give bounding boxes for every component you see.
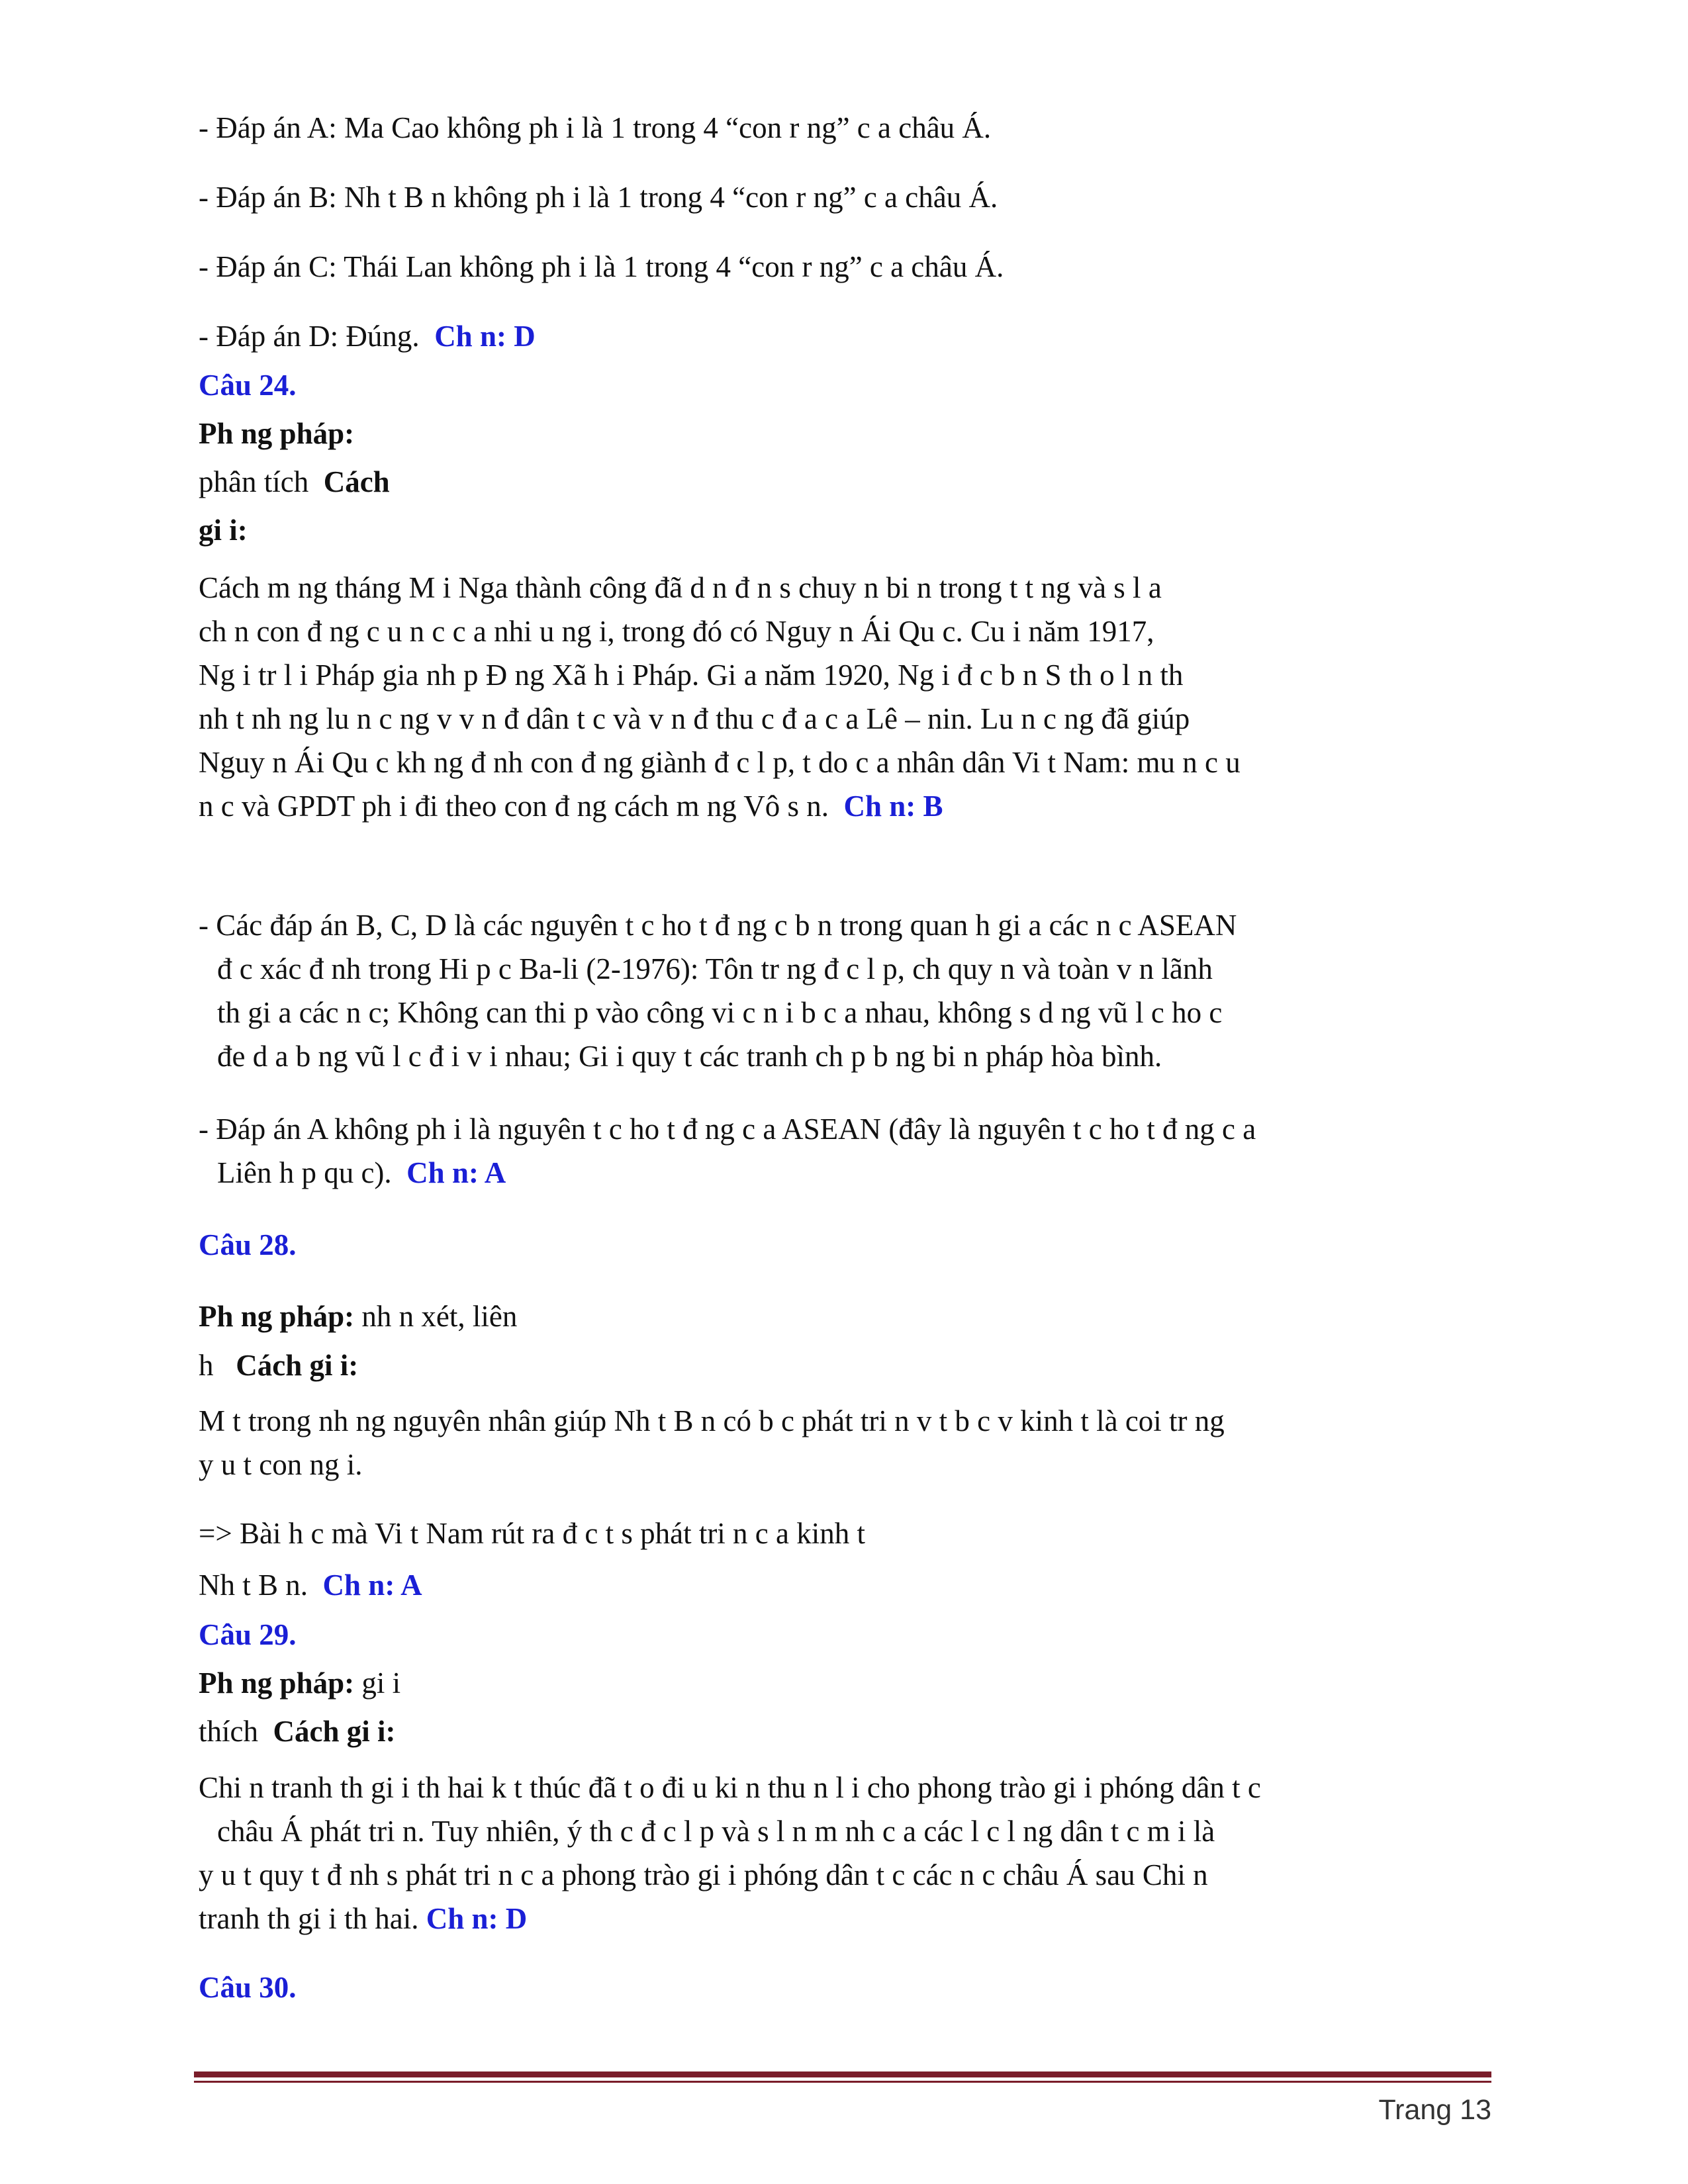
q24-line-5: Nguy n Ái Qu c kh ng đ nh con đ ng giành đ c l p, t do c a nhân dân Vi t Nam: mu n c u [199,746,1241,779]
q28-conclusion-line-2 [199,1563,1489,1607]
asean-line-1: - Các đáp án B, C, D là các nguyên t c ho t đ ng c b n trong quan h gi a các n c ASEAN [199,909,1237,942]
q28-line-1: M t trong nh ng nguyên nhân giúp Nh t B n có b c phát tri n v t b c v kinh t là coi tr ng [199,1404,1225,1437]
q29-answer: Ch n: D [426,1902,528,1935]
q28-line-2: y u t con ng i. [199,1448,363,1481]
q28-title: Câu 28. [199,1228,297,1261]
q29-solution-line [199,1709,1489,1753]
q24-line-6 [199,784,1489,828]
q24-method-line [199,460,1489,504]
q23-option-d [199,314,1489,358]
asean-line-4: đe d a b ng vũ l c đ i v i nhau; Gi i quy t các tranh ch p b ng bi n pháp hòa bình. [217,1040,1162,1073]
q29-method-value: gi i [361,1666,401,1700]
q23-option-c: - Đáp án C: Thái Lan không ph i là 1 trong 4 “con r ng” c a châu Á. [199,250,1004,283]
q29-line-2: châu Á phát tri n. Tuy nhiên, ý th c đ c l p và s l n m nh c a các l c l ng dân t c m i là [217,1815,1215,1848]
q23-answer: Ch n: D [434,320,536,353]
q23-option-a: - Đáp án A: Ma Cao không ph i là 1 trong 4 “con r ng” c a châu Á. [199,111,992,144]
asean-line-3: th gi a các n c; Không can thi p vào công vi c n i b c a nhau, không s d ng vũ l c ho c [217,996,1223,1029]
q29-solution-label: Cách gi i: [273,1715,396,1748]
footer-rule-thin [194,2081,1491,2083]
q29-method-value-2: thích [199,1715,258,1748]
q23-option-b: - Đáp án B: Nh t B n không ph i là 1 trong 4 “con r ng” c a châu Á. [199,181,998,214]
q24-method-value: phân tích [199,465,309,498]
q29-line-1: Chi n tranh th gi i th hai k t thúc đã t o đi u ki n thu n l i cho phong trào gi i phóng dân t c [199,1771,1261,1804]
q29-last-line: tranh th gi i th hai. [199,1902,419,1935]
q28-conclusion-line-2-text: Nh t B n. [199,1569,308,1602]
q28-solution-label: Cách gi i: [236,1349,359,1382]
q24-line-3: Ng i tr l i Pháp gia nh p Đ ng Xã h i Pháp. Gi a năm 1920, Ng i đ c b n S th o l n th [199,659,1184,692]
q24-title: Câu 24. [199,369,297,402]
asean-line-2: đ c xác đ nh trong Hi p c Ba-li (2-1976): Tôn tr ng đ c l p, ch quy n và toàn v n lãnh [217,952,1213,985]
q28-method-label: Ph ng pháp: [199,1300,355,1333]
q28-conclusion-line-1: => Bài h c mà Vi t Nam rút ra đ c t s phát tri n c a kinh t [199,1517,866,1550]
q24-line-4: nh t nh ng lu n c ng v v n đ dân t c và v n đ thu c đ a c a Lê – nin. Lu n c ng đã giúp [199,702,1190,735]
q30-title: Câu 30. [199,1971,297,2004]
asean-option-a-line-2 [217,1151,1508,1195]
q24-line-1: Cách m ng tháng M i Nga thành công đã d n đ n s chuy n bi n trong t t ng và s l a [199,571,1162,604]
asean-answer: Ch n: A [406,1156,506,1189]
q29-method-line [199,1661,1489,1705]
asean-option-a-line-2-text: Liên h p qu c). [217,1156,392,1189]
q28-method-value-2: h [199,1349,214,1382]
q29-title: Câu 29. [199,1618,297,1651]
q28-method-line [199,1295,1489,1338]
q29-line-4 [199,1897,1489,1940]
q29-method-label: Ph ng pháp: [199,1666,355,1700]
q24-solution-label-2: gi i: [199,514,248,547]
page-number: Trang 13 [1378,2094,1491,2126]
q23-option-d-text: - Đáp án D: Đúng. [199,320,420,353]
q24-solution-label-1: Cách [323,465,390,498]
footer-rule [194,2071,1491,2077]
q29-line-3: y u t quy t đ nh s phát tri n c a phong trào gi i phóng dân t c các n c châu Á sau Chi n [199,1858,1208,1891]
q24-method-label: Ph ng pháp: [199,417,355,450]
q24-line-6-text: n c và GPDT ph i đi theo con đ ng cách m ng Vô s n. [199,790,829,823]
q28-answer: Ch n: A [322,1569,422,1602]
q24-answer: Ch n: B [843,790,943,823]
q28-method-value: nh n xét, liên [361,1300,518,1333]
q28-solution-line [199,1343,1489,1387]
asean-option-a-line-1: - Đáp án A không ph i là nguyên t c ho t đ ng c a ASEAN (đây là nguyên t c ho t đ ng c a [199,1113,1256,1146]
q24-line-2: ch n con đ ng c u n c c a nhi u ng i, trong đó có Nguy n Ái Qu c. Cu i năm 1917, [199,615,1154,648]
